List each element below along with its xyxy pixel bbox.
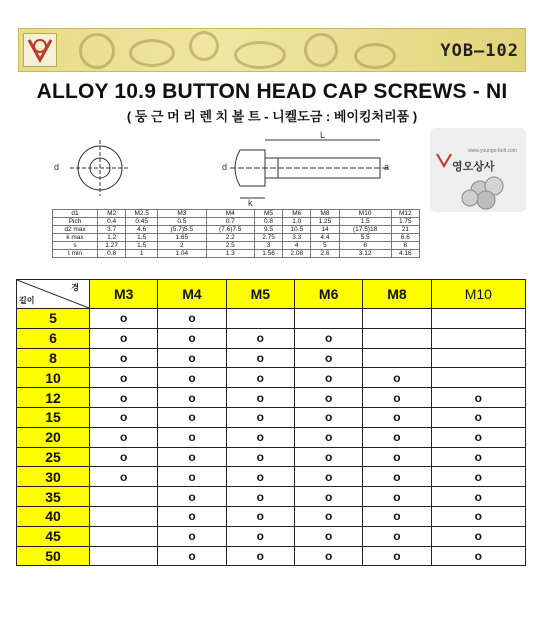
spec-cell: M4 [206, 210, 254, 218]
availability-cell: o [226, 348, 294, 368]
spec-cell: 2.5 [206, 242, 254, 250]
availability-cell: o [90, 388, 158, 408]
corner-label-diameter: 경 [71, 283, 79, 292]
dimension-spec-table [52, 209, 420, 258]
spec-cell: 8 [391, 242, 419, 250]
availability-cell: o [294, 506, 362, 526]
dim-label: d [222, 162, 228, 172]
availability-cell: o [226, 328, 294, 348]
spec-cell: 0.4 [98, 218, 126, 226]
availability-cell: o [226, 368, 294, 388]
screws-image [430, 128, 526, 212]
spec-cell: 1.25 [311, 218, 339, 226]
length-cell: 40 [17, 506, 90, 526]
availability-cell: o [294, 368, 362, 388]
spec-cell: 1.3 [206, 250, 254, 258]
spec-cell: 5 [311, 242, 339, 250]
spec-cell: M6 [283, 210, 311, 218]
availability-cell: o [431, 467, 525, 487]
availability-cell: o [363, 447, 431, 467]
availability-cell: o [90, 348, 158, 368]
availability-cell: o [363, 467, 431, 487]
availability-cell: o [226, 407, 294, 427]
spec-cell: 2.08 [283, 250, 311, 258]
spec-cell: 6.6 [391, 234, 419, 242]
availability-cell: o [431, 388, 525, 408]
dim-label: d [54, 162, 60, 172]
table-row [17, 427, 526, 447]
spec-cell: M8 [311, 210, 339, 218]
availability-cell [363, 328, 431, 348]
table-row [17, 348, 526, 368]
spec-cell: 2.75 [254, 234, 282, 242]
availability-cell: o [226, 487, 294, 507]
spec-cell: 10.5 [283, 226, 311, 234]
spec-cell: 0.5 [158, 218, 206, 226]
availability-cell [90, 546, 158, 566]
length-cell: 30 [17, 467, 90, 487]
spec-cell: 4 [283, 242, 311, 250]
photo-url-text: www.youngo-bolt.com [468, 148, 517, 154]
spec-cell: 0.8 [254, 218, 282, 226]
table-row [17, 407, 526, 427]
availability-cell: o [90, 368, 158, 388]
availability-cell: o [294, 467, 362, 487]
product-code: YOB–102 [440, 41, 519, 61]
availability-cell: o [294, 348, 362, 368]
availability-cell: o [158, 546, 226, 566]
spec-row-label: d2 max [53, 226, 98, 234]
availability-cell: o [431, 427, 525, 447]
spec-cell: M2 [98, 210, 126, 218]
availability-cell: o [158, 526, 226, 546]
length-cell: 45 [17, 526, 90, 546]
column-header: M5 [226, 280, 294, 309]
spec-cell: 5.5 [339, 234, 391, 242]
availability-cell: o [226, 526, 294, 546]
availability-cell: o [363, 506, 431, 526]
spec-cell: 1.2 [98, 234, 126, 242]
spec-cell: 3 [254, 242, 282, 250]
availability-cell [90, 526, 158, 546]
availability-cell: o [363, 368, 431, 388]
column-header: M6 [294, 280, 362, 309]
availability-cell: o [363, 526, 431, 546]
spec-cell: 0.45 [126, 218, 158, 226]
washer-decoration [354, 43, 396, 69]
spec-cell: 4.16 [391, 250, 419, 258]
table-row [17, 447, 526, 467]
availability-cell [363, 309, 431, 329]
spec-cell: 9.5 [254, 226, 282, 234]
spec-row [53, 242, 420, 250]
availability-cell: o [158, 388, 226, 408]
spec-cell: 2.6 [311, 250, 339, 258]
column-header: M10 [431, 280, 525, 309]
spec-cell: 1.04 [158, 250, 206, 258]
spec-cell: M3 [158, 210, 206, 218]
length-cell: 15 [17, 407, 90, 427]
table-row [17, 487, 526, 507]
spec-cell: 0.8 [98, 250, 126, 258]
availability-cell: o [158, 467, 226, 487]
spec-cell: 1.56 [254, 250, 282, 258]
spec-cell: 0.7 [206, 218, 254, 226]
spec-row [53, 250, 420, 258]
size-availability-table [16, 279, 526, 566]
spec-cell: M2.5 [126, 210, 158, 218]
availability-cell: o [294, 328, 362, 348]
spec-row [53, 218, 420, 226]
spec-cell: 1 [126, 250, 158, 258]
logo-mark-icon [24, 34, 56, 66]
availability-cell: o [158, 427, 226, 447]
corner-header-cell [17, 280, 90, 309]
spec-cell: (7.6)7.5 [206, 226, 254, 234]
spec-cell: 1.5 [339, 218, 391, 226]
availability-cell: o [90, 407, 158, 427]
table-row [17, 368, 526, 388]
washer-decoration [304, 33, 338, 67]
column-header: M3 [90, 280, 158, 309]
length-cell: 12 [17, 388, 90, 408]
length-cell: 35 [17, 487, 90, 507]
availability-cell: o [363, 388, 431, 408]
length-cell: 5 [17, 309, 90, 329]
corner-label-length: 길이 [19, 296, 35, 305]
spec-cell: 1.5 [126, 242, 158, 250]
washer-decoration [189, 31, 219, 61]
availability-cell: o [294, 388, 362, 408]
washer-decoration [234, 41, 286, 69]
availability-cell: o [158, 407, 226, 427]
length-cell: 20 [17, 427, 90, 447]
spec-row-label: d1 [53, 210, 98, 218]
availability-cell [90, 487, 158, 507]
washer-decoration [79, 33, 115, 69]
table-header-row [17, 280, 526, 309]
availability-cell: o [90, 467, 158, 487]
spec-cell: 2.2 [206, 234, 254, 242]
spec-cell: 1.0 [283, 218, 311, 226]
availability-cell: o [363, 546, 431, 566]
availability-cell: o [90, 328, 158, 348]
spec-row-label: k max [53, 234, 98, 242]
availability-cell: o [226, 506, 294, 526]
length-cell: 8 [17, 348, 90, 368]
spec-cell: 4.6 [126, 226, 158, 234]
dim-label: L [320, 130, 326, 140]
availability-cell: o [90, 427, 158, 447]
table-row [17, 467, 526, 487]
availability-cell [226, 309, 294, 329]
dim-label: k [248, 198, 253, 208]
availability-cell: o [158, 348, 226, 368]
availability-cell: o [363, 427, 431, 447]
length-cell: 50 [17, 546, 90, 566]
availability-cell [90, 506, 158, 526]
table-row [17, 388, 526, 408]
column-header: M8 [363, 280, 431, 309]
availability-cell [431, 348, 525, 368]
availability-cell: o [363, 487, 431, 507]
availability-cell: o [226, 467, 294, 487]
spec-cell: M10 [339, 210, 391, 218]
availability-cell [431, 328, 525, 348]
photo-brand-text: 영오상사 [452, 161, 495, 173]
table-row [17, 309, 526, 329]
spec-row-label: t min [53, 250, 98, 258]
availability-cell: o [158, 309, 226, 329]
availability-cell: o [294, 427, 362, 447]
availability-cell [363, 348, 431, 368]
availability-cell: o [294, 447, 362, 467]
screw-technical-drawing [40, 130, 420, 208]
spec-cell: (17.5)18 [339, 226, 391, 234]
length-cell: 25 [17, 447, 90, 467]
availability-cell: o [431, 546, 525, 566]
spec-cell: 3.7 [98, 226, 126, 234]
spec-cell: 1.75 [391, 218, 419, 226]
availability-cell [431, 309, 525, 329]
availability-cell [431, 368, 525, 388]
availability-cell: o [226, 447, 294, 467]
availability-cell: o [294, 487, 362, 507]
spec-cell: 3.3 [283, 234, 311, 242]
availability-cell: o [294, 407, 362, 427]
availability-cell: o [90, 309, 158, 329]
availability-cell: o [431, 407, 525, 427]
spec-cell: 2 [158, 242, 206, 250]
header-banner [18, 28, 526, 72]
table-row [17, 526, 526, 546]
availability-cell: o [363, 407, 431, 427]
availability-cell: o [158, 447, 226, 467]
table-row [17, 328, 526, 348]
spec-cell: (5.7)5.5 [158, 226, 206, 234]
table-row [17, 506, 526, 526]
availability-cell: o [294, 526, 362, 546]
availability-cell: o [431, 526, 525, 546]
availability-cell: o [226, 427, 294, 447]
spec-cell: 14 [311, 226, 339, 234]
spec-cell: M5 [254, 210, 282, 218]
availability-cell: o [158, 506, 226, 526]
availability-cell: o [158, 328, 226, 348]
availability-cell [294, 309, 362, 329]
spec-row [53, 226, 420, 234]
length-cell: 6 [17, 328, 90, 348]
availability-cell: o [90, 447, 158, 467]
spec-row [53, 234, 420, 242]
availability-cell: o [226, 388, 294, 408]
spec-cell: 3.12 [339, 250, 391, 258]
length-cell: 10 [17, 368, 90, 388]
availability-cell: o [158, 487, 226, 507]
availability-cell: o [431, 506, 525, 526]
page-title: ALLOY 10.9 BUTTON HEAD CAP SCREWS - NI [36, 80, 508, 103]
availability-cell: o [431, 487, 525, 507]
washer-decoration [129, 39, 175, 67]
dim-label: a [384, 162, 390, 172]
spec-row [53, 210, 420, 218]
spec-cell: 4.4 [311, 234, 339, 242]
page-subtitle: ( 둥 근 머 리 렌 치 볼 트 - 니켈도금 : 베이킹처리품 ) [126, 109, 418, 124]
spec-row-label: Pich [53, 218, 98, 226]
spec-cell: 21 [391, 226, 419, 234]
spec-cell: 1.27 [98, 242, 126, 250]
spec-cell: M12 [391, 210, 419, 218]
column-header: M4 [158, 280, 226, 309]
product-photo [430, 128, 526, 212]
spec-cell: 1.65 [158, 234, 206, 242]
availability-cell: o [158, 368, 226, 388]
availability-cell: o [226, 546, 294, 566]
availability-cell: o [294, 546, 362, 566]
table-row [17, 546, 526, 566]
spec-cell: 6 [339, 242, 391, 250]
spec-cell: 1.5 [126, 234, 158, 242]
company-logo [23, 33, 57, 67]
availability-cell: o [431, 447, 525, 467]
spec-row-label: s [53, 242, 98, 250]
